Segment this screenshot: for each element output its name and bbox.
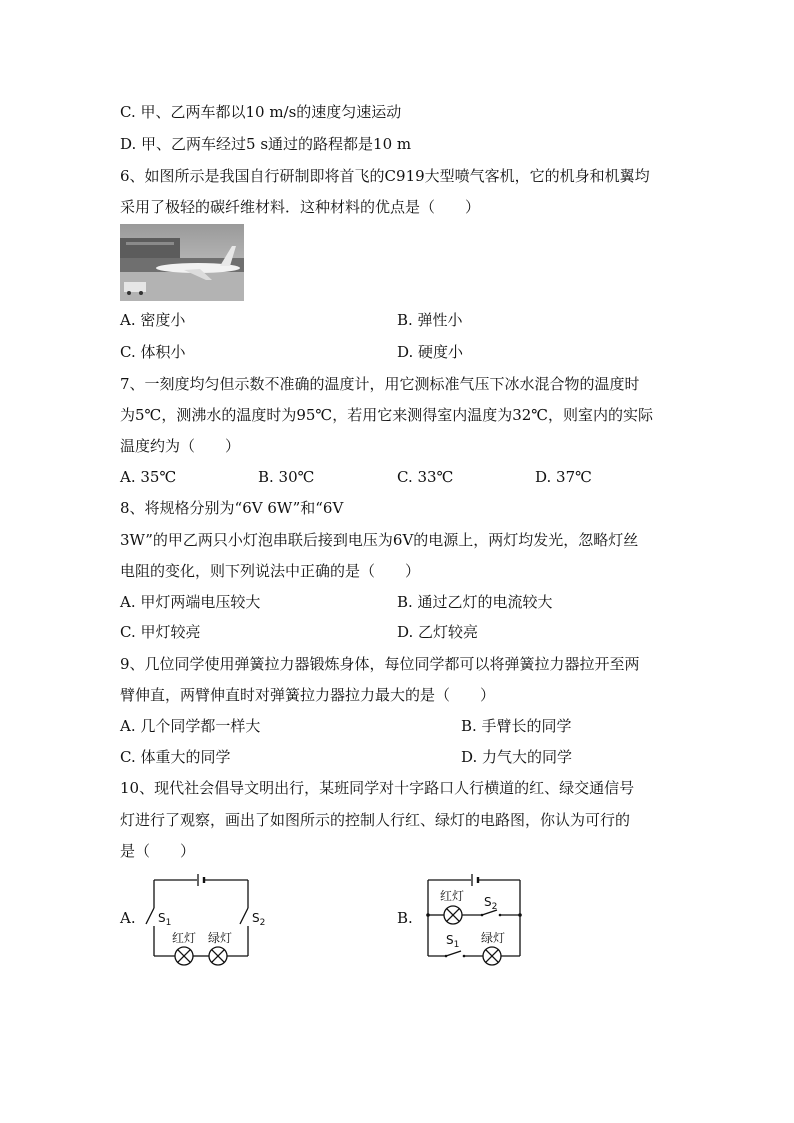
s2-label: $S_2$: [484, 895, 498, 912]
q7-option-d: D. 37℃: [535, 468, 592, 486]
q8-option-a: A. 甲灯两端电压较大: [120, 593, 261, 611]
q6-option-b: B. 弹性小: [397, 311, 463, 329]
airplane-photo: [120, 224, 244, 301]
switch-s1: [146, 908, 154, 924]
s1-label: $S_1$: [446, 933, 460, 950]
q8-text-line2: 3W”的甲乙两只小灯泡串联后接到电压为6V的电源上，两灯均发光，忽略灯丝: [120, 531, 639, 549]
q7-option-a: A. 35℃: [120, 468, 177, 486]
red-lamp-label: 红灯: [440, 889, 465, 903]
q7-text-line1: 7、一刻度均匀但示数不准确的温度计，用它测标准气压下冰水混合物的温度时: [120, 375, 640, 393]
circuit-diagram-b: [420, 868, 530, 968]
q9-option-b: B. 手臂长的同学: [461, 717, 572, 735]
q6-option-c: C. 体积小: [120, 343, 186, 361]
q9-text-line2: 臂伸直，两臂伸直时对弹簧拉力器拉力最大的是（ ）: [120, 686, 496, 704]
q6-option-a: A. 密度小: [120, 311, 186, 329]
s1-label: $S_1$: [158, 911, 172, 928]
q10-text-line2: 灯进行了观察，画出了如图所示的控制人行红、绿灯的电路图，你认为可行的: [120, 811, 631, 829]
q9-option-a: A. 几个同学都一样大: [120, 717, 261, 735]
red-lamp-label: 红灯: [172, 931, 197, 945]
q10-text-line1: 10、现代社会倡导文明出行，某班同学对十字路口人行横道的红、绿交通信号: [120, 779, 635, 797]
circuit-a-label: A.: [120, 909, 136, 927]
q9-text-line1: 9、几位同学使用弹簧拉力器锻炼身体，每位同学都可以将弹簧拉力器拉开至两: [120, 655, 640, 673]
q7-text-line2: 为5℃，测沸水的温度时为95℃，若用它来测得室内温度为32℃，则室内的实际: [120, 406, 654, 424]
q8-text-line1: 8、将规格分别为“6V 6W”和“6V: [120, 499, 344, 517]
q6-option-d: D. 硬度小: [397, 343, 464, 361]
q6-text-line1: 6、如图所示是我国自行研制即将首飞的C919大型喷气客机，它的机身和机翼均: [120, 167, 650, 185]
circuit-b-label: B.: [397, 909, 413, 927]
q7-option-b: B. 30℃: [258, 468, 315, 486]
q8-text-line3: 电阻的变化，则下列说法中正确的是（ ）: [120, 562, 421, 580]
q6-text-line2: 采用了极轻的碳纤维材料．这种材料的优点是（ ）: [120, 198, 481, 216]
switch-s1: [446, 951, 461, 956]
green-lamp-label: 绿灯: [208, 931, 233, 945]
q5-option-d: D. 甲、乙两车经过5 s通过的路程都是10 m: [120, 135, 412, 153]
q7-option-c: C. 33℃: [397, 468, 454, 486]
green-lamp-label: 绿灯: [481, 931, 506, 945]
switch-s2: [240, 908, 248, 924]
q8-option-b: B. 通过乙灯的电流较大: [397, 593, 553, 611]
circuit-diagram-a: [140, 868, 270, 968]
q8-option-d: D. 乙灯较亮: [397, 623, 479, 641]
s2-label: $S_2$: [252, 911, 266, 928]
q8-option-c: C. 甲灯较亮: [120, 623, 201, 641]
q9-option-d: D. 力气大的同学: [461, 748, 573, 766]
q7-text-line3: 温度约为（ ）: [120, 437, 241, 455]
q10-text-line3: 是（ ）: [120, 842, 196, 860]
q9-option-c: C. 体重大的同学: [120, 748, 231, 766]
q5-option-c: C. 甲、乙两车都以10 m/s的速度匀速运动: [120, 103, 402, 121]
